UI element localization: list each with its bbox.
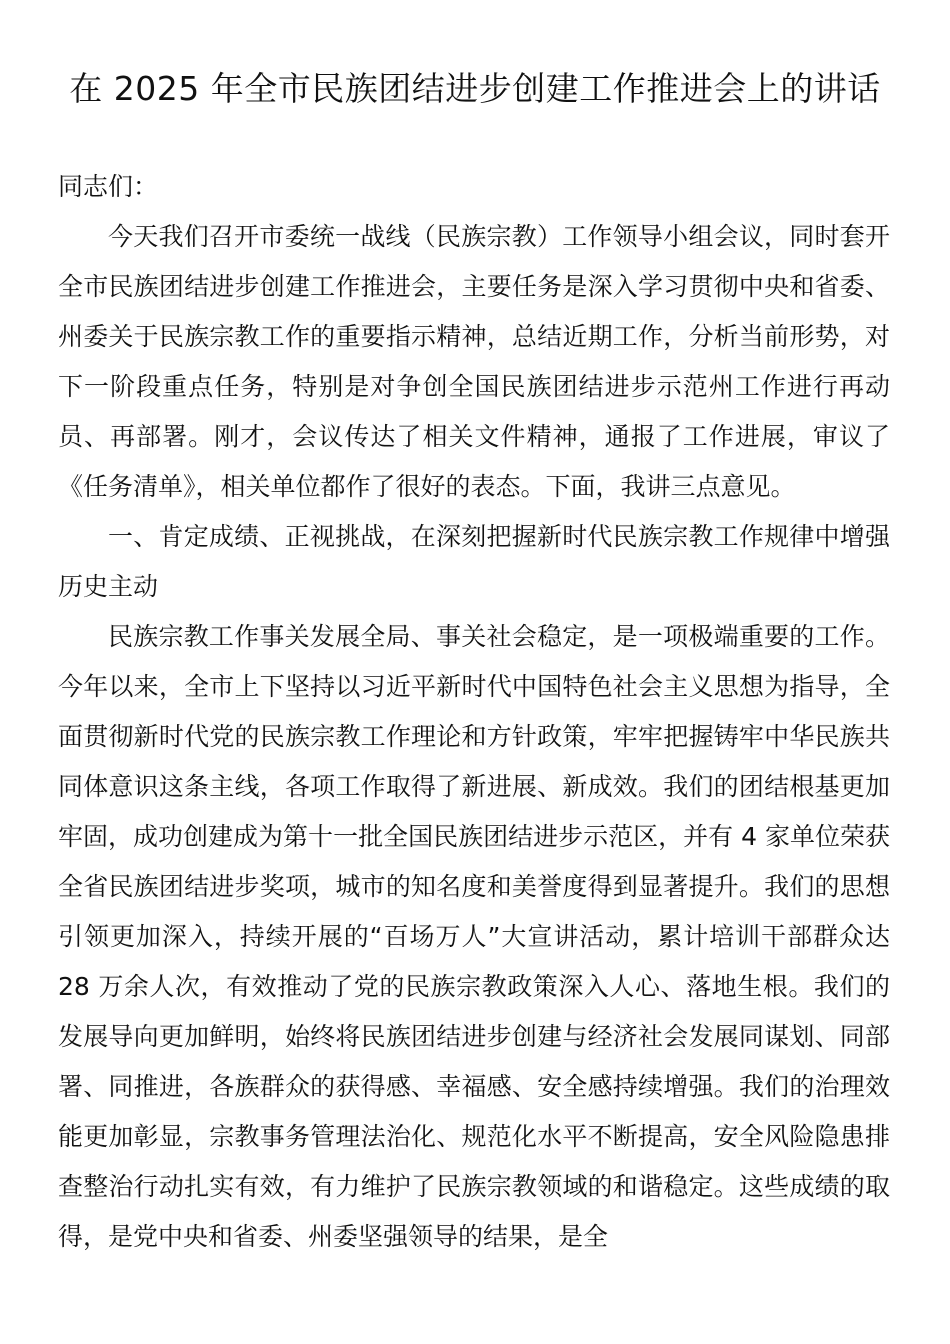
paragraph-achievements: 民族宗教工作事关发展全局、事关社会稳定，是一项极端重要的工作。今年以来，全市上下坚持以习近平新时代中国特色社会主义思想为指导，全面贯彻新时代党的民族宗教工作理论和方针政策，牢牢把握铸牢中华民族共同体意识这条主线，各项工作取得了新进展、新成效。我们的团结根基更加牢固，成功创建成为第十一批全国民族团结进步示范区，并有 4 家单位荣获全省民族团结进步奖项，城市的知名度和美誉度得到显著提升。我们的思想引领更加深入，持续开展的“百场万人”大宣讲活动，累计培训干部群众达 28 万余人次，有效推动了党的民族宗教政策深入人心、落地生根。我们的发展导向更加鲜明，始终将民族团结进步创建与经济社会发展同谋划、同部署、同推进，各族群众的获得感、幸福感、安全感持续增强。我们的治理效能更加彰显，宗教事务管理法治化、规范化水平不断提高，安全风险隐患排查整治行动扎实有效，有力维护了民族宗教领域的和谐稳定。这些成绩的取得，是党中央和省委、州委坚强领导的结果，是全 [58, 622, 890, 1251]
paragraph-intro: 今天我们召开市委统一战线（民族宗教）工作领导小组会议，同时套开全市民族团结进步创建工作推进会，主要任务是深入学习贯彻中央和省委、州委关于民族宗教工作的重要指示精神，总结近期工作，分析当前形势，对下一阶段重点任务，特别是对争创全国民族团结进步示范州工作进行再动员、再部署。刚才，会议传达了相关文件精神，通报了工作进展，审议了《任务清单》，相关单位都作了很好的表态。下面，我讲三点意见。 [58, 222, 890, 501]
section-heading-1: 一、肯定成绩、正视挑战，在深刻把握新时代民族宗教工作规律中增强历史主动 [58, 522, 890, 601]
document-body [58, 162, 890, 1262]
salutation: 同志们： [58, 172, 159, 201]
document-title: 在 2025 年全市民族团结进步创建工作推进会上的讲话 [69, 69, 881, 108]
